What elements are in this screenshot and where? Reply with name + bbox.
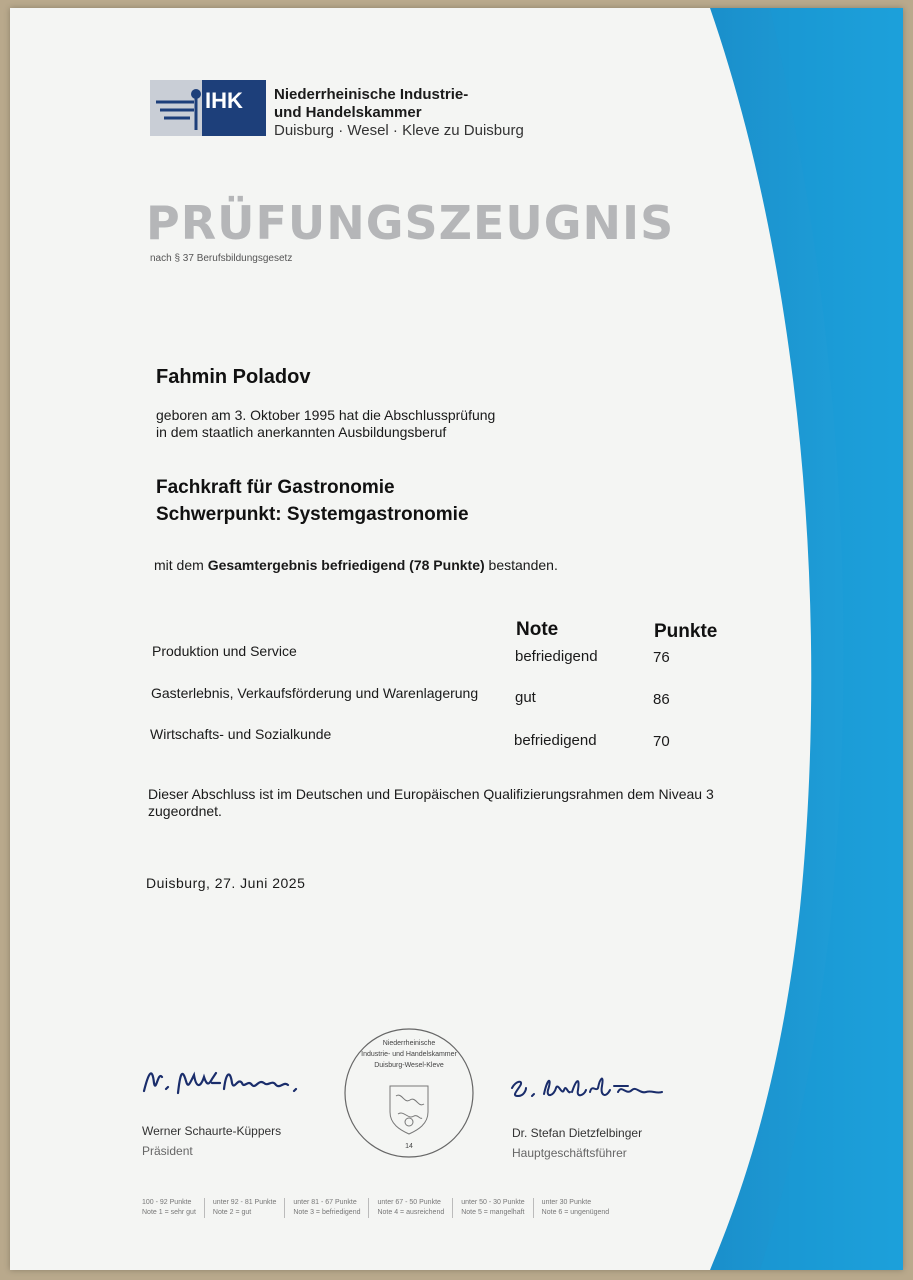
scale-item: 100 - 92 Punkte Note 1 = sehr gut bbox=[142, 1199, 196, 1216]
points-1: 76 bbox=[653, 649, 670, 666]
birth-line-2: in dem staatlich anerkannten Ausbildungsberuf bbox=[156, 424, 447, 440]
dqr-line-2: zugeordnet. bbox=[148, 803, 222, 819]
document-subtitle: nach § 37 Berufsbildungsgesetz bbox=[150, 253, 293, 264]
chamber-name bbox=[274, 86, 524, 140]
points-3: 70 bbox=[653, 733, 670, 750]
chamber-name-line2: und Handelskammer bbox=[274, 104, 422, 121]
qualification-framework-note bbox=[148, 786, 768, 820]
president-signature-block bbox=[142, 1121, 281, 1161]
seal-number: 14 bbox=[405, 1143, 413, 1150]
occupation-title bbox=[156, 474, 469, 528]
overall-result bbox=[154, 557, 558, 573]
certificate-paper bbox=[10, 8, 903, 1270]
grade-3: befriedigend bbox=[514, 732, 597, 749]
subject-1: Produktion und Service bbox=[152, 643, 297, 659]
seal-line-2: Industrie- und Handelskammer bbox=[361, 1051, 457, 1058]
document-title: PRÜFUNGSZEUGNIS bbox=[146, 196, 675, 250]
general-manager-name: Dr. Stefan Dietzfelbinger bbox=[512, 1126, 643, 1140]
subject-3: Wirtschafts- und Sozialkunde bbox=[150, 726, 332, 742]
birth-statement bbox=[156, 407, 495, 441]
chamber-name-line1: Niederrheinische Industrie- bbox=[274, 86, 469, 103]
subject-2: Gasterlebnis, Verkaufsförderung und Warenlagerung bbox=[151, 685, 479, 701]
grade-1: befriedigend bbox=[515, 648, 598, 665]
chamber-location: Duisburg · Wesel · Kleve zu Duisburg bbox=[274, 122, 524, 139]
result-bold: Gesamtergebnis befriedigend (78 Punkte) bbox=[207, 557, 485, 573]
seal-line-1: Niederrheinische bbox=[382, 1040, 436, 1047]
place-and-date: Duisburg, 27. Juni 2025 bbox=[146, 875, 306, 891]
dqr-line-1: Dieser Abschluss ist im Deutschen und Europäischen Qualifizierungsrahmen dem Niveau 3 bbox=[148, 786, 714, 802]
birth-line-1: geboren am 3. Oktober 1995 hat die Abschlussprüfung bbox=[156, 407, 496, 423]
general-manager-signature bbox=[506, 1066, 676, 1106]
grading-scale-footer bbox=[142, 1198, 617, 1218]
occupation-line-1: Fachkraft für Gastronomie bbox=[156, 477, 395, 498]
occupation-line-2: Schwerpunkt: Systemgastronomie bbox=[156, 504, 469, 525]
general-manager-role: Hauptgeschäftsführer bbox=[512, 1146, 627, 1160]
seal-line-3: Duisburg-Wesel-Kleve bbox=[374, 1062, 444, 1069]
ihk-logo-text: IHK bbox=[205, 88, 243, 113]
president-role: Präsident bbox=[142, 1144, 193, 1158]
result-suffix: bestanden. bbox=[488, 557, 558, 573]
general-manager-signature-block bbox=[512, 1123, 642, 1163]
scale-item: unter 81 - 67 Punkte Note 3 = befriedigend bbox=[284, 1198, 368, 1218]
column-header-note: Note bbox=[516, 619, 559, 640]
president-signature bbox=[138, 1053, 318, 1103]
column-header-points: Punkte bbox=[654, 621, 718, 642]
scale-item: unter 92 - 81 Punkte Note 2 = gut bbox=[204, 1198, 284, 1218]
result-prefix: mit dem bbox=[154, 557, 204, 573]
scale-item: unter 50 - 30 Punkte Note 5 = mangelhaft bbox=[452, 1198, 532, 1218]
candidate-name: Fahmin Poladov bbox=[156, 366, 311, 388]
president-name: Werner Schaurte-Küppers bbox=[142, 1124, 282, 1138]
grade-2: gut bbox=[515, 689, 536, 706]
points-2: 86 bbox=[653, 691, 670, 708]
seal-text bbox=[342, 1038, 476, 1071]
scale-item: unter 30 Punkte Note 6 = ungenügend bbox=[533, 1198, 618, 1218]
scale-item: unter 67 - 50 Punkte Note 4 = ausreichend bbox=[368, 1198, 452, 1218]
